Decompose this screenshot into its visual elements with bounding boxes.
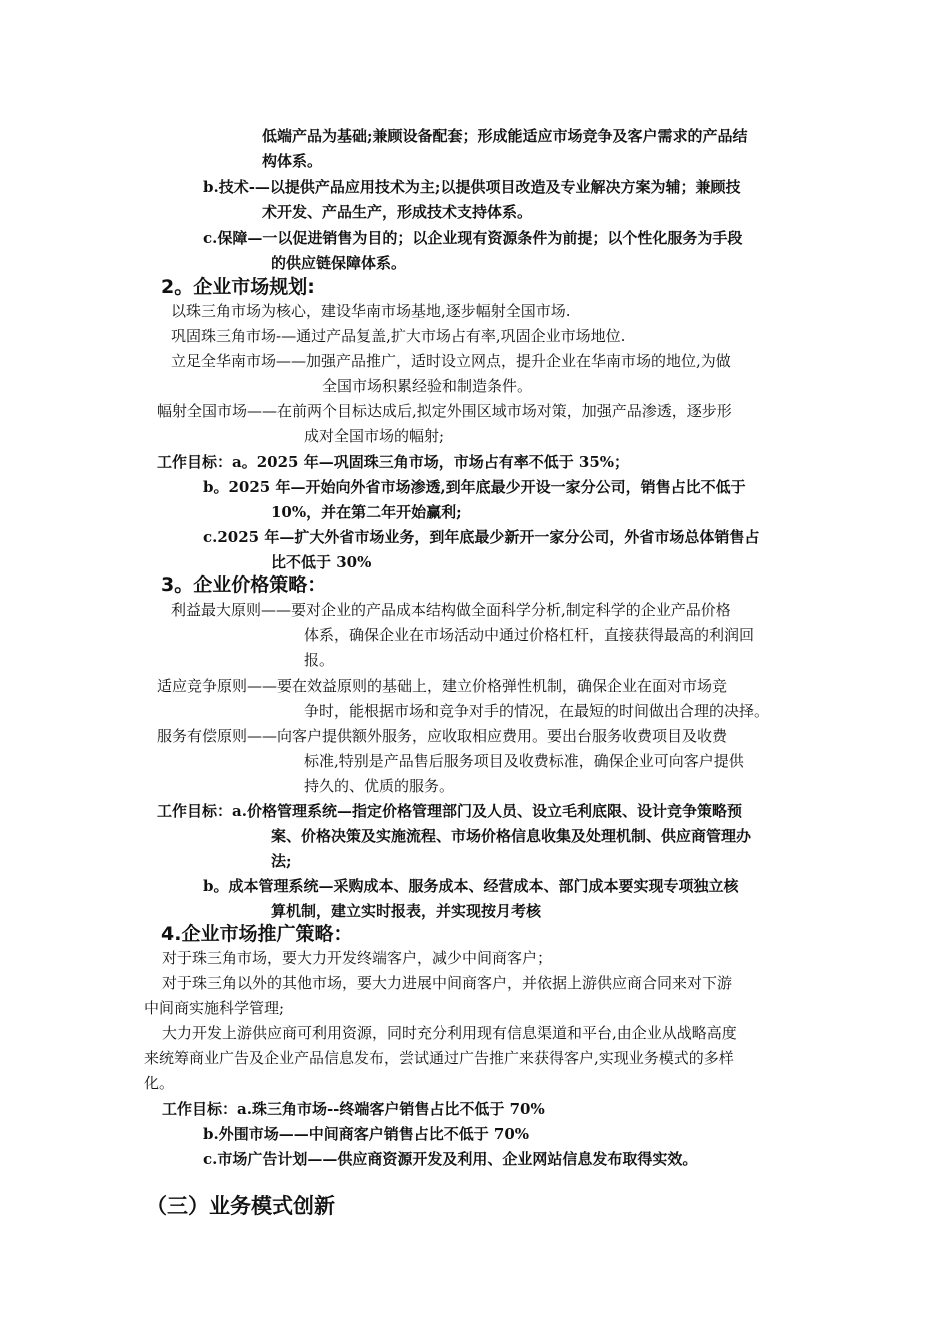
- pricing-para-3a: 服务有偿原则——向客户提供额外服务，应收取相应费用。要出台服务收费项目及收费: [157, 727, 728, 745]
- support-line-1: c.保障—一以促进销售为目的；以企业现有资源条件为前提；以个性化服务为手段: [203, 229, 743, 247]
- promotion-goal-b: b.外围市场——中间商客户销售占比不低于 70%: [203, 1125, 530, 1143]
- promotion-para-3a: 大力开发上游供应商可利用资源，同时充分利用现有信息渠道和平台,由企业从战略高度: [162, 1024, 737, 1042]
- promotion-para-3c: 化。: [144, 1074, 175, 1092]
- pricing-para-3c: 持久的、优质的服务。: [304, 777, 455, 795]
- pricing-para-1a: 利益最大原则——要对企业的产品成本结构做全面科学分析,制定科学的企业产品价格: [171, 601, 731, 619]
- pricing-para-2a: 适应竞争原则——要在效益原则的基础上，建立价格弹性机制，确保企业在面对市场竞: [157, 677, 728, 695]
- market-plan-para-2: 巩固珠三角市场-—通过产品复盖,扩大市场占有率,巩固企业市场地位.: [171, 327, 626, 345]
- pricing-goal-a3: 法;: [271, 852, 292, 870]
- promotion-para-2b: 中间商实施科学管理;: [144, 999, 285, 1017]
- section-heading-business-model: （三）业务模式创新: [146, 1194, 335, 1218]
- pricing-para-3b: 标准,特别是产品售后服务项目及收费标准，确保企业可向客户提供: [304, 752, 744, 770]
- pricing-goal-b2: 算机制，建立实时报表，并实现按月考核: [271, 902, 542, 920]
- market-plan-para-3b: 全国市场积累经验和制造条件。: [322, 377, 533, 395]
- tech-line-1: b.技术-—以提供产品应用技术为主;以提供项目改造及专业解决方案为辅；兼顾技: [203, 178, 741, 196]
- pricing-goal-a1: 工作目标：a.价格管理系统—指定价格管理部门及人员、设立毛利底限、设计竞争策略预: [157, 802, 742, 820]
- support-line-2: 的供应链保障体系。: [271, 254, 407, 272]
- section-heading-promotion: 4.企业市场推广策略：: [161, 923, 353, 945]
- market-plan-para-3a: 立足全华南市场——加强产品推广，适时设立网点，提升企业在华南市场的地位,为做: [171, 352, 731, 370]
- section-heading-market-plan: 2。企业市场规划:: [161, 276, 315, 298]
- market-goal-a: 工作目标：a。2025 年—巩固珠三角市场，市场占有率不低于 35%；: [157, 453, 630, 471]
- market-goal-b1: b。2025 年—开始向外省市场渗透,到年底最少开设一家分公司，销售占比不低于: [203, 478, 746, 496]
- market-goal-b2: 10%，并在第二年开始赢利;: [271, 503, 462, 521]
- market-goal-c1: c.2025 年—扩大外省市场业务，到年底最少新开一家分公司，外省市场总体销售占: [203, 528, 760, 546]
- pricing-para-1c: 报。: [304, 651, 335, 669]
- section-heading-pricing: 3。企业价格策略：: [161, 574, 327, 596]
- market-plan-para-1: 以珠三角市场为核心，建设华南市场基地,逐步幅射全国市场.: [171, 302, 571, 320]
- pricing-para-2b: 争时，能根据市场和竞争对手的情况，在最短的时间做出合理的决择。: [304, 702, 770, 720]
- tech-line-2: 术开发、产品生产，形成技术支持体系。: [262, 203, 533, 221]
- promotion-goal-a: 工作目标：a.珠三角市场--终端客户销售占比不低于 70%: [162, 1100, 545, 1118]
- promotion-para-1: 对于珠三角市场，要大力开发终端客户，减少中间商客户；: [162, 949, 553, 967]
- product-line-2: 构体系。: [262, 152, 323, 170]
- pricing-goal-a2: 案、价格决策及实施流程、市场价格信息收集及处理机制、供应商管理办: [271, 827, 752, 845]
- promotion-para-3b: 来统筹商业广告及企业产品信息发布，尝试通过广告推广来获得客户,实现业务模式的多样: [144, 1049, 734, 1067]
- promotion-para-2a: 对于珠三角以外的其他市场，要大力进展中间商客户，并依据上游供应商合同来对下游: [162, 974, 733, 992]
- product-line-1: 低端产品为基础;兼顾设备配套；形成能适应市场竞争及客户需求的产品结: [262, 127, 748, 145]
- market-plan-para-4a: 幅射全国市场——在前两个目标达成后,拟定外围区域市场对策，加强产品渗透，逐步形: [157, 402, 732, 420]
- promotion-goal-c: c.市场广告计划——供应商资源开发及利用、企业网站信息发布取得实效。: [203, 1150, 698, 1168]
- market-plan-para-4b: 成对全国市场的幅射;: [304, 427, 445, 445]
- pricing-para-1b: 体系，确保企业在市场活动中通过价格杠杆，直接获得最高的利润回: [304, 626, 755, 644]
- market-goal-c2: 比不低于 30%: [271, 553, 372, 571]
- pricing-goal-b1: b。成本管理系统—采购成本、服务成本、经营成本、部门成本要实现专项独立核: [203, 877, 739, 895]
